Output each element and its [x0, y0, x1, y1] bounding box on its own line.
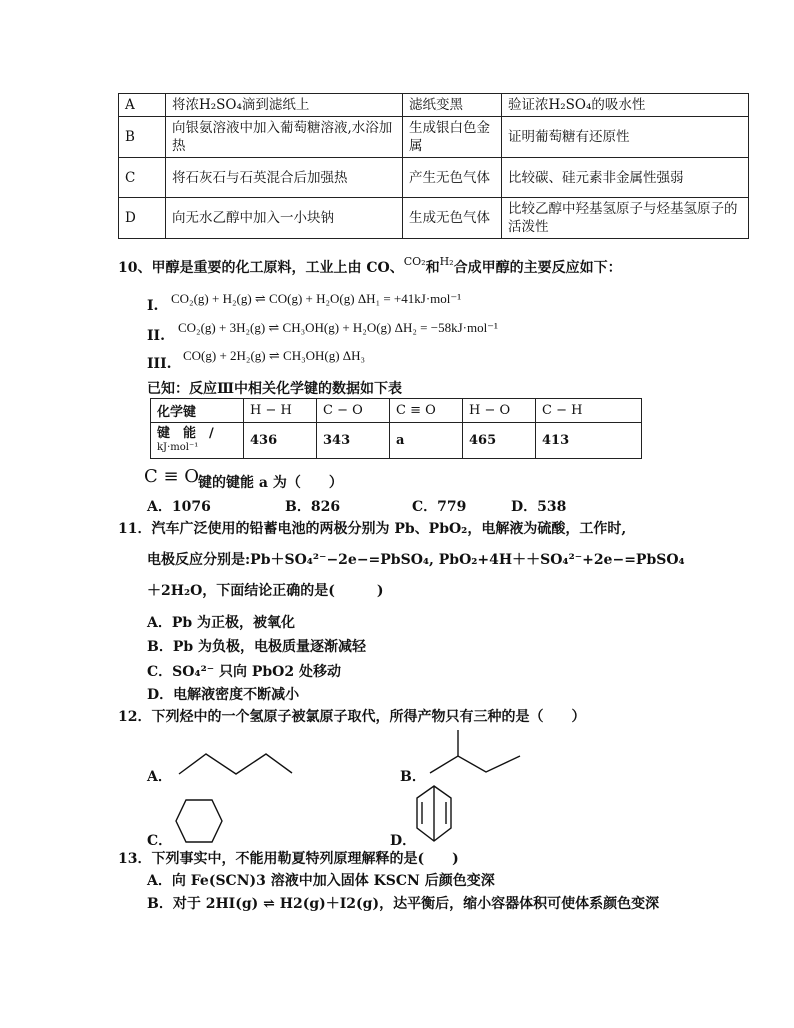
energy-label: 键 能 /: [157, 425, 214, 441]
row-label: A: [119, 94, 166, 117]
q10-option-c[interactable]: C．779: [412, 499, 467, 515]
q11-stem-line-3: ＋2H₂O，下面结论正确的是( ): [147, 583, 384, 599]
q10-known-text: 已知：反应Ⅲ中相关化学键的数据如下表: [147, 381, 403, 397]
q11-stem-line-2: 电极反应分别是:Pb＋SO₄²⁻−2e−=PbSO₄, PbO₂+4H＋＋SO₄²⁻+2e−=PbSO₄: [147, 552, 685, 568]
reaction-2-label: II.: [147, 328, 165, 344]
bicyclic-structure: [414, 784, 454, 844]
q12-stem: 12．下列烃中的一个氢原子被氯原子取代，所得产物只有三种的是（ ）: [118, 709, 586, 725]
q10-option-b[interactable]: B．826: [285, 499, 341, 515]
q12-option-c[interactable]: C．: [147, 833, 173, 849]
q10-option-a[interactable]: A．1076: [147, 499, 211, 515]
conclusion-cell: 比较碳、硅元素非金属性强弱: [502, 158, 749, 198]
q13-stem: 13．下列事实中，不能用勒夏特列原理解释的是( ): [118, 851, 459, 867]
table-row: [119, 94, 749, 117]
bond-energy-table: [150, 398, 642, 459]
bond-header-cell: C − H: [536, 399, 642, 423]
cyclohexane-structure: [174, 798, 224, 844]
bond-value-cell: a: [390, 423, 463, 459]
q10-h2: H₂: [439, 255, 454, 268]
bond-value-cell: 413: [536, 423, 642, 459]
operation-cell: 将石灰石与石英混合后加强热: [166, 158, 403, 198]
table-row: [119, 198, 749, 239]
bond-value-cell: 465: [463, 423, 536, 459]
q10-stem-c: 合成甲醇的主要反应如下：: [453, 260, 622, 276]
row-label: C: [119, 158, 166, 198]
q10-question: 键的键能 a 为（ ）: [198, 475, 343, 491]
bond-value-row: [151, 423, 642, 459]
q10-option-d[interactable]: D．538: [511, 499, 567, 515]
reaction-1-equation: CO₂(g) + H₂(g) ⇌ CO(g) + H₂O(g) ΔH₁ = +41kJ·mol⁻¹: [171, 291, 462, 306]
row-label: B: [119, 117, 166, 158]
phenomenon-cell: 生成无色气体: [403, 198, 502, 239]
q11-option-c[interactable]: C．SO₄²⁻ 只向 PbO2 处移动: [147, 664, 341, 680]
q10-stem-b: 和: [425, 260, 440, 276]
experiment-table: [118, 93, 749, 239]
bond-value-cell: 436: [244, 423, 317, 459]
bond-header-cell: C − O: [317, 399, 390, 423]
energy-label-cell: [151, 423, 244, 459]
q10-stem-a: 10、甲醇是重要的化工原料，工业上由 CO、: [118, 260, 404, 276]
reaction-1-label: I.: [147, 298, 159, 314]
q11-stem-line-1: 11．汽车广泛使用的铅蓄电池的两极分别为 Pb、PbO₂，电解液为硫酸，工作时,: [118, 521, 627, 537]
phenomenon-cell: 生成银白色金属: [403, 117, 502, 158]
bond-header-cell: H − O: [463, 399, 536, 423]
q11-option-b[interactable]: B．Pb 为负极，电极质量逐渐减轻: [147, 639, 367, 655]
q11-option-d[interactable]: D．电解液密度不断减小: [147, 687, 300, 703]
energy-unit: kJ·mol⁻¹: [157, 441, 199, 453]
bond-header-row: [151, 399, 642, 423]
table-row: [119, 117, 749, 158]
q10-co2: CO₂: [403, 255, 426, 268]
conclusion-cell: 验证浓H₂SO₄的吸水性: [502, 94, 749, 117]
bond-header-cell: H − H: [244, 399, 317, 423]
q12-option-a[interactable]: A．: [147, 769, 172, 785]
bond-value-cell: 343: [317, 423, 390, 459]
isopentane-structure: [426, 728, 526, 778]
row-label: D: [119, 198, 166, 239]
triple-bond-symbol: C ≡ O: [144, 466, 200, 487]
reaction-3-label: III.: [147, 356, 172, 372]
reaction-3-equation: CO(g) + 2H₂(g) ⇌ CH₃OH(g) ΔH₃: [183, 348, 366, 363]
conclusion-cell: 证明葡萄糖有还原性: [502, 117, 749, 158]
q12-option-d[interactable]: D．: [390, 833, 417, 849]
pentane-structure: [176, 748, 296, 778]
conclusion-cell: 比较乙醇中羟基氢原子与烃基氢原子的活泼性: [502, 198, 749, 239]
bond-header-cell: 化学键: [151, 399, 244, 423]
bond-header-cell: C ≡ O: [390, 399, 463, 423]
phenomenon-cell: 产生无色气体: [403, 158, 502, 198]
operation-cell: 将浓H₂SO₄滴到滤纸上: [166, 94, 403, 117]
table-row: [119, 158, 749, 198]
q13-option-a[interactable]: A．向 Fe(SCN)3 溶液中加入固体 KSCN 后颜色变深: [147, 873, 495, 889]
q12-option-b[interactable]: B．: [400, 769, 426, 785]
operation-cell: 向无水乙醇中加入一小块钠: [166, 198, 403, 239]
q10-stem: [118, 257, 622, 277]
phenomenon-cell: 滤纸变黑: [403, 94, 502, 117]
reaction-2-equation: CO₂(g) + 3H₂(g) ⇌ CH₃OH(g) + H₂O(g) ΔH₂ = −58kJ·mol⁻¹: [178, 320, 498, 335]
q13-option-b[interactable]: B．对于 2HI(g) ⇌ H2(g)＋I2(g)，达平衡后，缩小容器体积可使体系颜色变深: [147, 896, 660, 912]
q11-option-a[interactable]: A．Pb 为正极，被氧化: [147, 615, 296, 631]
operation-cell: 向银氨溶液中加入葡萄糖溶液,水浴加热: [166, 117, 403, 158]
